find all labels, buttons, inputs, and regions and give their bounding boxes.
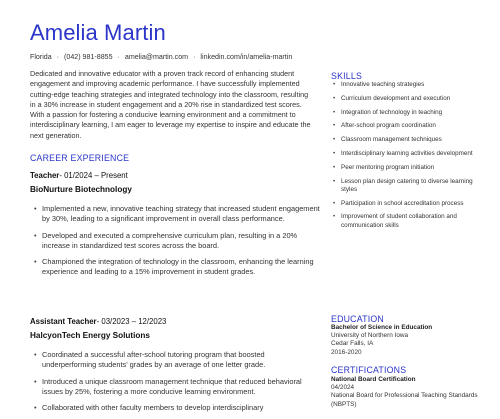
contact-linkedin: linkedin.com/in/amelia-martin: [200, 53, 293, 61]
candidate-name: Amelia Martin: [30, 20, 166, 45]
skill-item: • Classroom management techniques: [331, 136, 481, 144]
job-entry: [30, 317, 320, 419]
job-bullet: • Championed the integration of technology in the classroom, enhancing the learning experience and leading to a 15% improvement in student grades.: [30, 257, 320, 278]
skill-item: • Integration of technology in teaching: [331, 109, 481, 117]
job-bullets: [30, 350, 320, 413]
contact-separator: ·: [117, 53, 120, 61]
education-school: University of Northern Iowa: [331, 332, 409, 340]
job-bullet: • Developed and executed a comprehensive curriculum plan, resulting in a 20% increase in standardized test scores across the board.: [30, 231, 320, 252]
contact-separator: ·: [56, 53, 60, 61]
job-title-line: [30, 171, 320, 180]
job-company: BioNurture Biotechnology: [30, 185, 132, 194]
contact-email: amelia@martin.com: [124, 53, 189, 61]
job-role: Teacher: [30, 171, 60, 180]
certification-issuer: National Board for Professional Teaching Standards (NBPTS): [331, 392, 478, 408]
contact-location: Florida: [30, 53, 52, 61]
skill-item: • Innovative teaching strategies: [331, 81, 481, 89]
skill-item: • Improvement of student collaboration and communication skills: [331, 213, 481, 229]
education-city: Cedar Falls, IA: [331, 340, 374, 348]
career-section-title: CAREER EXPERIENCE: [30, 153, 130, 163]
skill-item: • Participation in school accreditation process: [331, 200, 481, 208]
education-section-title: EDUCATION: [331, 314, 384, 324]
job-bullets: [30, 204, 320, 278]
job-role: Assistant Teacher: [30, 317, 97, 326]
job-company: HalcyonTech Energy Solutions: [30, 331, 150, 340]
certifications-section-title: CERTIFICATIONS: [331, 365, 407, 375]
contact-phone: (042) 981-8855: [64, 53, 113, 61]
skill-item: • Lesson plan design catering to diverse learning styles: [331, 178, 481, 194]
job-bullet: • Implemented a new, innovative teaching strategy that increased student engagement by 30%, leading to a significant improvement in overall class performance.: [30, 204, 320, 225]
skill-item: • After-school program coordination: [331, 122, 481, 130]
job-bullet: • Introduced a unique classroom management technique that reduced behavioral issues by 25%, fostering a more conducive learning environment.: [30, 377, 320, 398]
job-bullet: • Collaborated with other faculty members to develop interdisciplinary: [30, 403, 320, 413]
education-entry: [331, 324, 432, 357]
education-years: 2016-2020: [331, 348, 362, 356]
job-title-line: [30, 317, 320, 326]
professional-summary: Dedicated and innovative educator with a proven track record of enhancing student engagement and improving academic performance. I have successfully implemented cutting-edge teaching strategies and integrated technology into the classroom, resulting in a 30% increase in student engagement and a 20% rise in standardized test scores. With a passion for fostering a conducive learning environment and a commitment to interdisciplinary learning, I am eager to leverage my expertise to inspire and educate the next generation.: [30, 69, 311, 140]
job-dates: - 01/2024 – Present: [59, 171, 128, 180]
skill-item: • Peer mentoring program initiation: [331, 164, 481, 172]
skill-item: • Interdisciplinary learning activities development: [331, 150, 481, 158]
contact-separator: ·: [193, 53, 196, 61]
skills-section-title: SKILLS: [331, 71, 363, 81]
certification-name: National Board Certification: [331, 376, 416, 383]
certification-entry: [331, 376, 481, 409]
job-dates: - 03/2023 – 12/2023: [96, 317, 167, 326]
education-degree: Bachelor of Science in Education: [331, 324, 433, 331]
skill-item: • Curriculum development and execution: [331, 95, 481, 103]
job-bullet: • Coordinated a successful after-school tutoring program that boosted underperforming students' grades by an average of one letter grade.: [30, 350, 320, 371]
certification-date: 04/2024: [331, 384, 355, 392]
skills-list: [331, 81, 481, 235]
contact-line: [30, 53, 292, 61]
job-entry: [30, 171, 320, 284]
